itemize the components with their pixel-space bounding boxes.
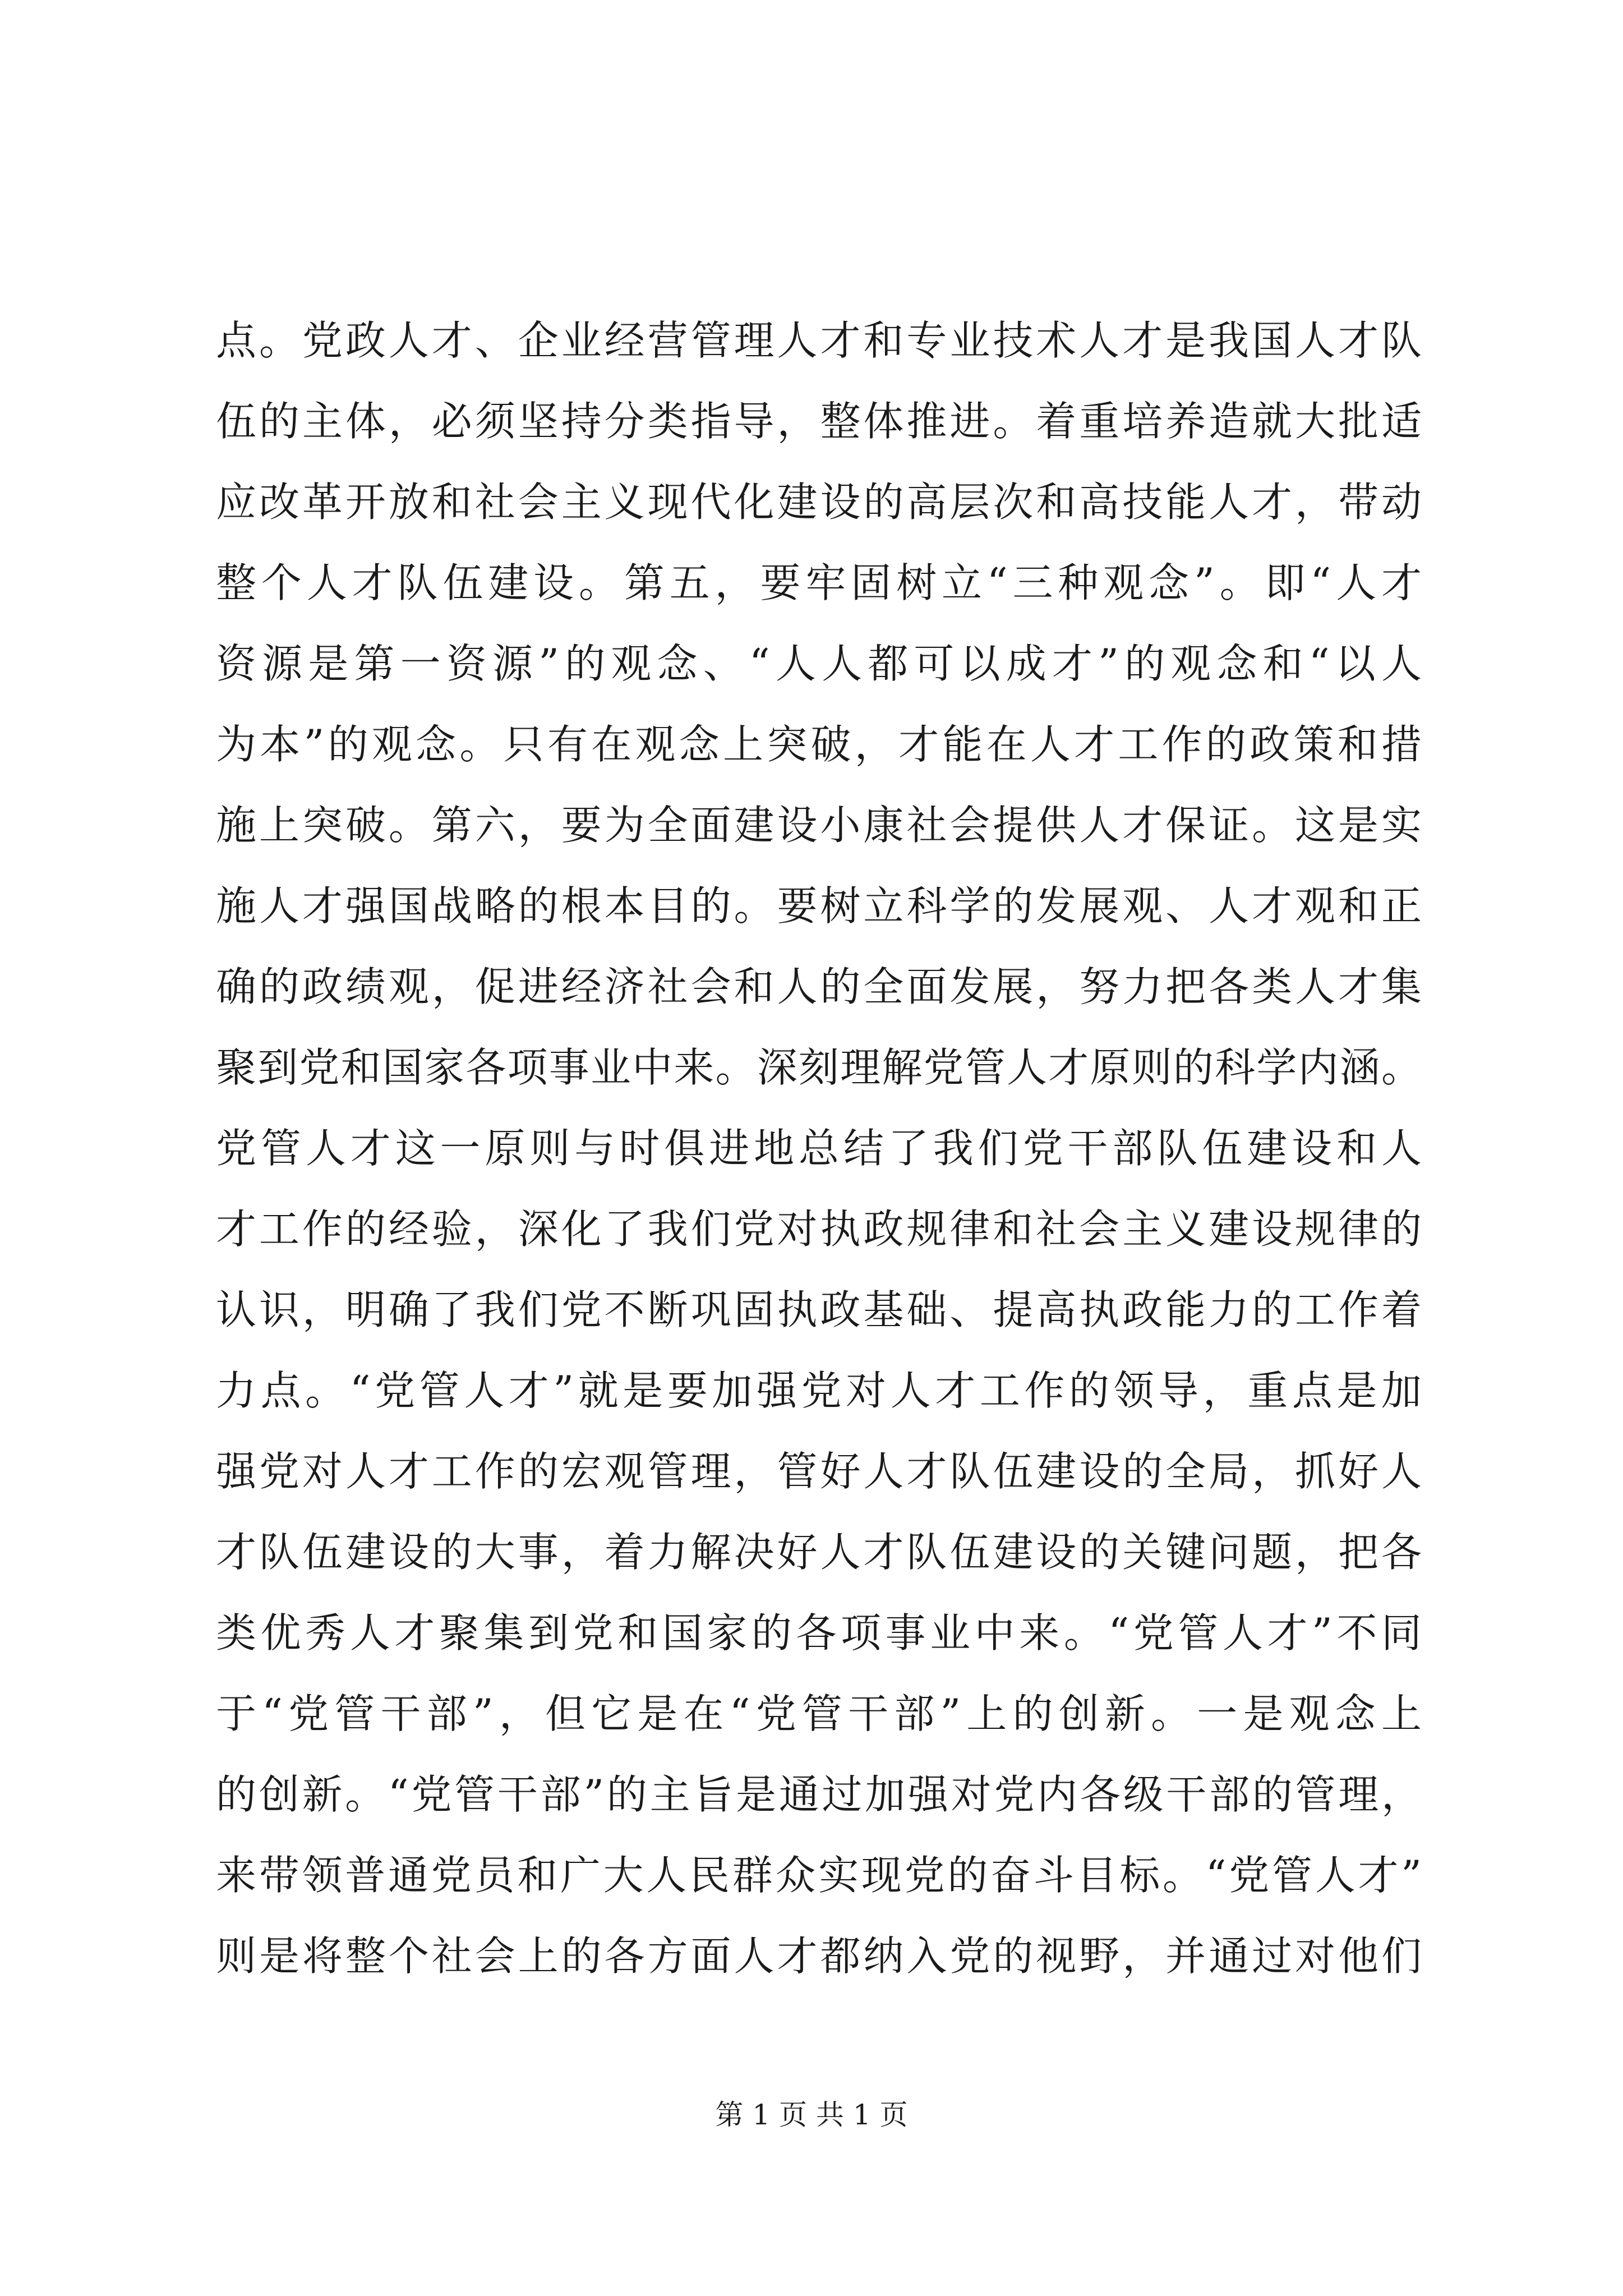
- text-line: 整个人才队伍建设。第五，要牢固树立“三种观念”。即“人才: [216, 559, 1422, 606]
- text-line: 资源是第一资源”的观念、“人人都可以成才”的观念和“以人: [216, 640, 1422, 687]
- text-line: 则是将整个社会上的各方面人才都纳入党的视野，并通过对他们: [216, 1932, 1422, 1980]
- text-line: 应改革开放和社会主义现代化建设的高层次和高技能人才，带动: [216, 478, 1422, 526]
- text-line: 类优秀人才聚集到党和国家的各项事业中来。“党管人才”不同: [216, 1609, 1422, 1657]
- text-line: 施人才强国战略的根本目的。要树立科学的发展观、人才观和正: [216, 882, 1422, 930]
- text-line: 于“党管干部”，但它是在“党管干部”上的创新。一是观念上: [216, 1690, 1422, 1737]
- text-line: 点。党政人才、企业经营管理人才和专业技术人才是我国人才队: [216, 317, 1422, 364]
- text-line: 才队伍建设的大事，着力解决好人才队伍建设的关键问题，把各: [216, 1529, 1422, 1576]
- text-line: 党管人才这一原则与时俱进地总结了我们党干部队伍建设和人: [216, 1125, 1422, 1172]
- text-line: 伍的主体，必须坚持分类指导，整体推进。着重培养造就大批适: [216, 398, 1422, 445]
- text-line: 认识，明确了我们党不断巩固执政基础、提高执政能力的工作着: [216, 1286, 1422, 1333]
- text-line: 的创新。“党管干部”的主旨是通过加强对党内各级干部的管理，: [216, 1771, 1422, 1818]
- text-line: 力点。“党管人才”就是要加强党对人才工作的领导，重点是加: [216, 1367, 1422, 1414]
- text-line: 强党对人才工作的宏观管理，管好人才队伍建设的全局，抓好人: [216, 1448, 1422, 1495]
- page-footer: [0, 2095, 1623, 2134]
- text-line: 聚到党和国家各项事业中来。深刻理解党管人才原则的科学内涵。: [216, 1044, 1422, 1091]
- text-line: 为本”的观念。只有在观念上突破，才能在人才工作的政策和措: [216, 721, 1422, 768]
- body-text: [216, 300, 1422, 1996]
- text-line: 才工作的经验，深化了我们党对执政规律和社会主义建设规律的: [216, 1205, 1422, 1253]
- page-number-label: 第 1 页 共 1 页: [715, 2099, 908, 2131]
- text-line: 施上突破。第六，要为全面建设小康社会提供人才保证。这是实: [216, 802, 1422, 849]
- text-line: 来带领普通党员和广大人民群众实现党的奋斗目标。“党管人才”: [216, 1852, 1422, 1899]
- text-line: 确的政绩观，促进经济社会和人的全面发展，努力把各类人才集: [216, 963, 1422, 1010]
